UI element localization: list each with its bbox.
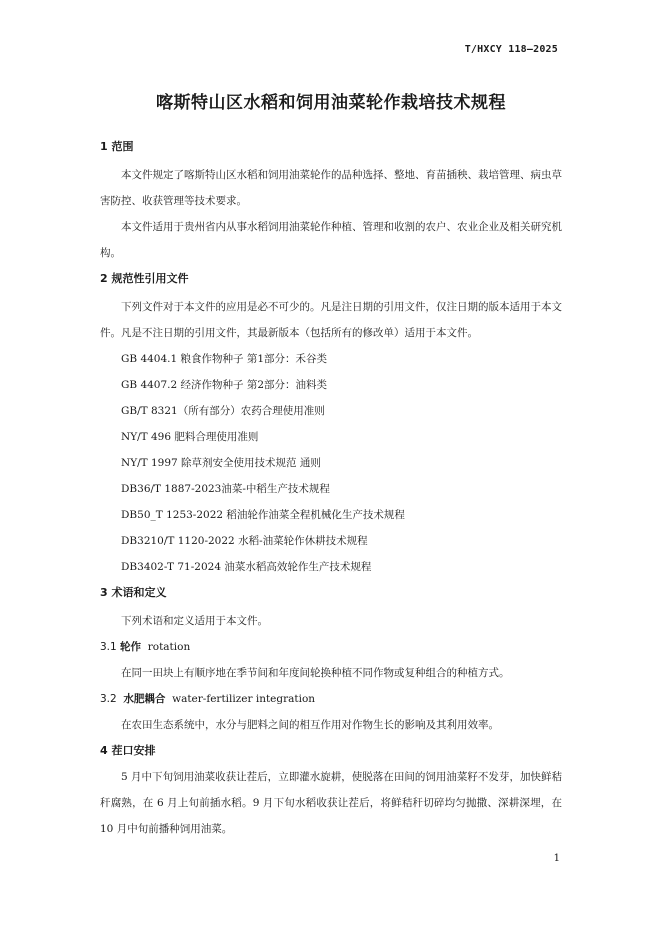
reference-item: NY/T 496 肥料合理使用准则: [121, 431, 259, 443]
reference-item: DB50_T 1253-2022 稻油轮作油菜全程机械化生产技术规程: [121, 509, 405, 521]
paragraph: 本文件适用于贵州省内从事水稻饲用油菜轮作种植、管理和收割的农户、农业企业及相关研究机构。: [100, 221, 562, 259]
paragraph: 下列术语和定义适用于本文件。: [121, 615, 268, 627]
term-number: 3.1: [100, 641, 117, 653]
term-definition: 在农田生态系统中，水分与肥料之间的相互作用对作物生长的影响及其利用效率。: [121, 719, 499, 731]
term-definition: 在同一田块上有顺序地在季节间和年度间轮换种植不同作物或复种组合的种植方式。: [121, 667, 510, 679]
reference-item: NY/T 1997 除草剂安全使用技术规范 通则: [121, 457, 321, 469]
reference-item: GB/T 8321（所有部分）农药合理使用准则: [121, 405, 325, 417]
section-heading-terms-definitions: 3 术语和定义: [100, 586, 167, 599]
page-number: 1: [553, 853, 560, 864]
document-title: 喀斯特山区水稻和饲用油菜轮作栽培技术规程: [156, 93, 506, 113]
term-english: rotation: [147, 641, 191, 653]
section-heading-crop-arrangement: 4 茬口安排: [100, 744, 156, 757]
term-heading-rotation: [100, 634, 562, 660]
paragraph: 本文件规定了喀斯特山区水稻和饲用油菜轮作的品种选择、整地、育苗插秧、栽培管理、病虫草害防控、收获管理等技术要求。: [100, 169, 562, 207]
term-chinese: 水肥耦合: [123, 693, 166, 705]
paragraph: 下列文件对于本文件的应用是必不可少的。凡是注日期的引用文件，仅注日期的版本适用于本文件。凡是不注日期的引用文件，其最新版本（包括所有的修改单）适用于本文件。: [100, 301, 562, 339]
term-heading-water-fertilizer: [100, 686, 562, 712]
term-chinese: 轮作: [120, 641, 142, 653]
reference-item: GB 4407.2 经济作物种子 第2部分：油料类: [121, 379, 328, 391]
reference-item: DB3402-T 71-2024 油菜水稻高效轮作生产技术规程: [121, 561, 372, 573]
section-heading-scope: 1 范围: [100, 140, 134, 153]
reference-item: GB 4404.1 粮食作物种子 第1部分：禾谷类: [121, 353, 328, 365]
reference-item: DB3210/T 1120-2022 水稻-油菜轮作休耕技术规程: [121, 535, 368, 547]
term-english: water-fertilizer integration: [172, 693, 316, 705]
paragraph: 5 月中下旬饲用油菜收获让茬后，立即灌水旋耕，使脱落在田间的饲用油菜籽不发芽，加快鲜秸秆腐熟，在 6 月上旬前插水稻。9 月下旬水稻收获让茬后，将鲜秸秆切碎均匀抛撒、深耕深埋，在 10 月中旬前播种饲用油菜。: [100, 771, 562, 835]
section-heading-normative-references: 2 规范性引用文件: [100, 272, 189, 285]
document-body: [100, 134, 562, 842]
reference-item: DB36/T 1887-2023油菜-中稻生产技术规程: [121, 483, 330, 495]
term-number: 3.2: [100, 693, 117, 705]
standard-code: T/HXCY 118—2025: [464, 44, 558, 55]
